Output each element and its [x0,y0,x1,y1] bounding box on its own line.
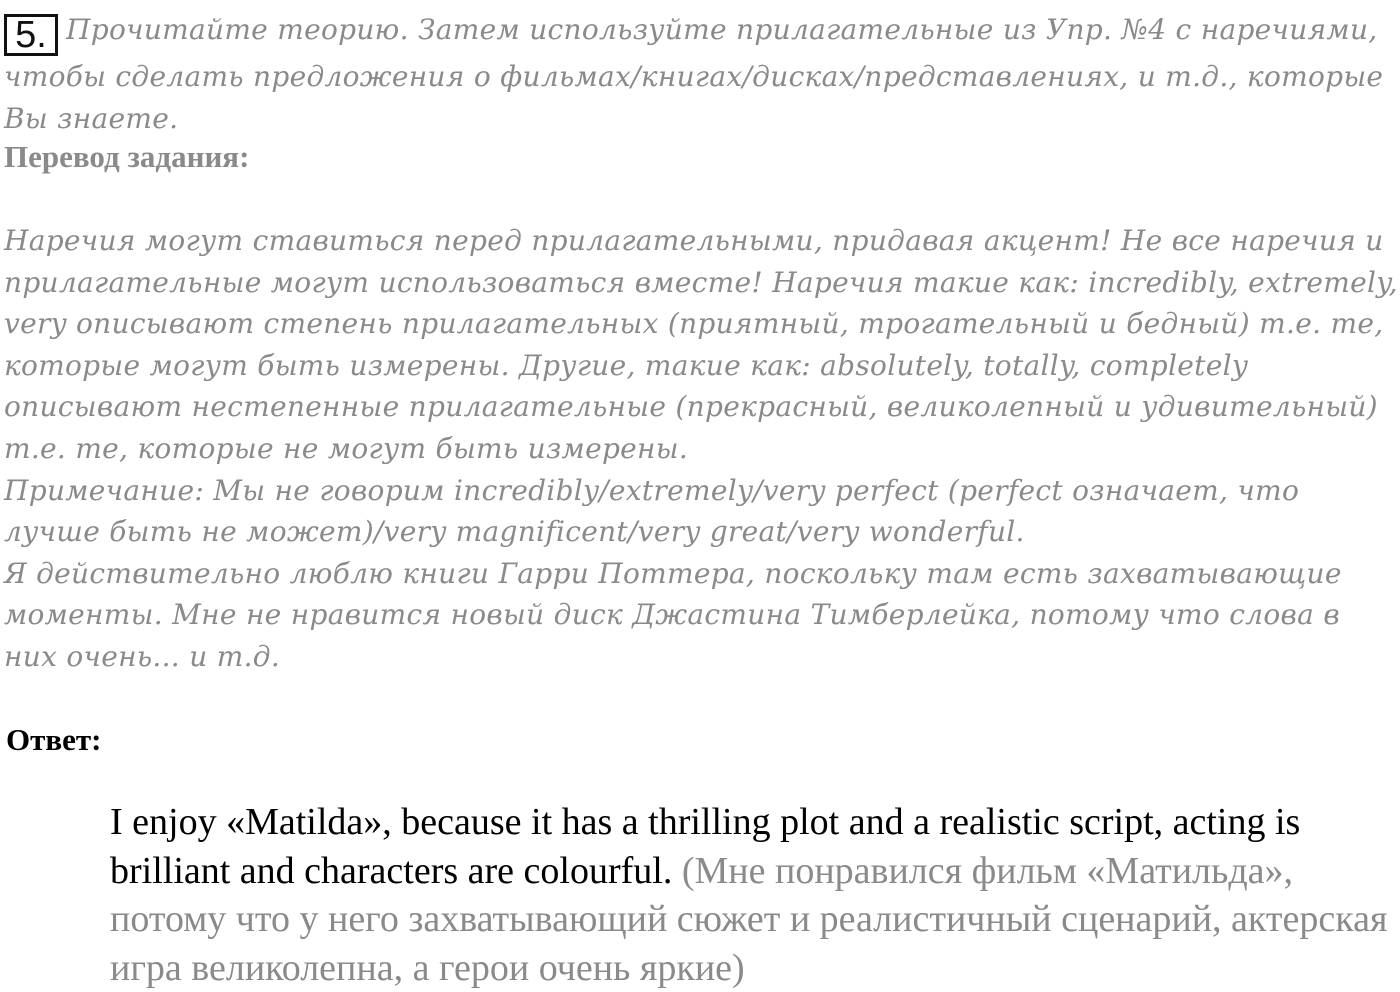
answer-label: Ответ: [6,722,102,757]
task-instruction [0,9,1400,139]
translation-paragraph-note: Примечание: Мы не говорим incredibly/extremely/very perfect (perfect означает, что лучше быть не может)/very magnificent/very great/very wonderful. [4,473,1300,549]
answer-russian-translation: (Мне понравился фильм «Матильда», потому что у него захватывающий сюжет и реалистичный сценарий, актерская игра великолепна, а герои очень яркие) [110,849,1388,989]
task-number-box: 5. [4,14,58,56]
translation-paragraph-theory: Наречия могут ставиться перед прилагательными, придавая акцент! Не все наречия и прилагательные могут использоваться вместе! Наречия такие как: incredibly, extremely, very описывают степень прилагательных (приятный, трогательный и бедный) т.е. те, которые могут быть измерены. Другие, такие как: absolutely, totally, completely описывают нестепенные прилагательные (прекрасный, великолепный и удивительный) т.е. те, которые не могут быть измерены. [4,224,1398,465]
translation-heading: Перевод задания: [4,139,250,174]
translation-paragraph-example: Я действительно люблю книги Гарри Поттера, поскольку там есть захватывающие моменты. Мне не нравится новый диск Джастина Тимберлейка, потому что слова в них очень... и т.д. [4,556,1342,673]
translation-text [0,220,1400,678]
task-instruction-text: Прочитайте теорию. Затем используйте прилагательные из Упр. №4 с наречиями, чтобы сделать предложения о фильмах/книгах/дисках/представлениях, и т.д., которые Вы знаете. [4,13,1384,135]
answer-text [110,798,1400,992]
answer-english: I enjoy «Matilda», because it has a thrilling plot and a realistic script, acting is brilliant and characters are colourful. [110,801,1301,892]
